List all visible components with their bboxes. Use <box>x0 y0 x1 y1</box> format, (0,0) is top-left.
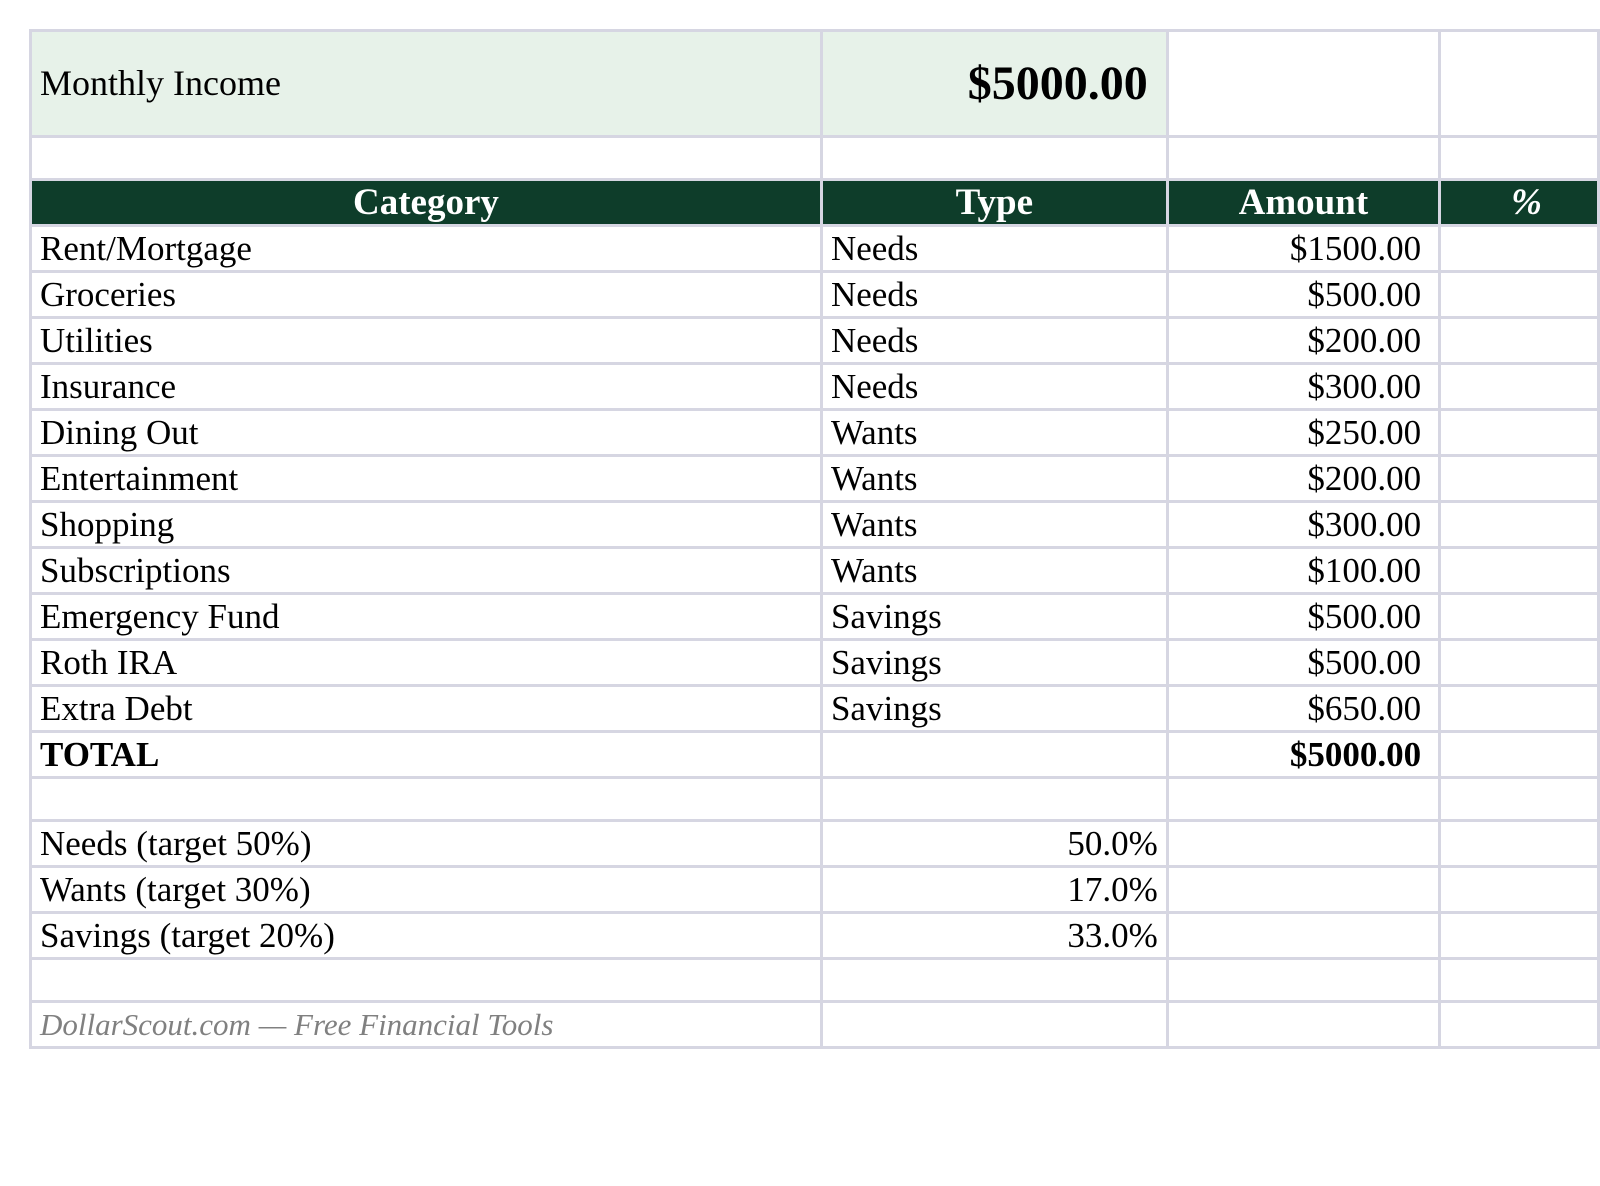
empty-cell[interactable] <box>1440 31 1599 137</box>
category-cell[interactable]: Entertainment <box>31 456 822 502</box>
empty-cell[interactable] <box>821 959 1167 1002</box>
percent-cell[interactable] <box>1440 318 1599 364</box>
type-cell[interactable]: Wants <box>821 548 1167 594</box>
empty-cell[interactable] <box>821 778 1167 821</box>
total-amount[interactable]: $5000.00 <box>1167 732 1439 778</box>
empty-cell[interactable] <box>821 137 1167 180</box>
table-row <box>31 502 1599 548</box>
empty-cell[interactable] <box>1167 137 1439 180</box>
empty-cell[interactable] <box>1167 778 1439 821</box>
amount-cell[interactable]: $500.00 <box>1167 272 1439 318</box>
empty-cell[interactable] <box>821 732 1167 778</box>
amount-cell[interactable]: $650.00 <box>1167 686 1439 732</box>
spacer-row <box>31 778 1599 821</box>
category-header[interactable]: Category <box>31 180 822 226</box>
empty-cell[interactable] <box>1167 913 1439 959</box>
column-header-row <box>31 180 1599 226</box>
percent-cell[interactable] <box>1440 272 1599 318</box>
category-cell[interactable]: Rent/Mortgage <box>31 226 822 272</box>
empty-cell[interactable] <box>1167 959 1439 1002</box>
percent-cell[interactable] <box>1440 502 1599 548</box>
table-row <box>31 456 1599 502</box>
category-cell[interactable]: Emergency Fund <box>31 594 822 640</box>
total-row <box>31 732 1599 778</box>
table-row <box>31 548 1599 594</box>
percent-header[interactable]: % <box>1440 180 1599 226</box>
footer-row <box>31 1002 1599 1048</box>
income-row <box>31 31 1599 137</box>
empty-cell[interactable] <box>1167 821 1439 867</box>
empty-cell[interactable] <box>1167 1002 1439 1048</box>
amount-cell[interactable]: $500.00 <box>1167 640 1439 686</box>
table-row <box>31 318 1599 364</box>
empty-cell[interactable] <box>821 1002 1167 1048</box>
empty-cell[interactable] <box>31 959 822 1002</box>
amount-cell[interactable]: $1500.00 <box>1167 226 1439 272</box>
percent-cell[interactable] <box>1440 548 1599 594</box>
type-cell[interactable]: Wants <box>821 502 1167 548</box>
percent-cell[interactable] <box>1440 594 1599 640</box>
empty-cell[interactable] <box>1440 1002 1599 1048</box>
summary-row <box>31 867 1599 913</box>
table-row <box>31 640 1599 686</box>
table-row <box>31 226 1599 272</box>
type-cell[interactable]: Wants <box>821 410 1167 456</box>
category-cell[interactable]: Extra Debt <box>31 686 822 732</box>
summary-label[interactable]: Savings (target 20%) <box>31 913 822 959</box>
spacer-row <box>31 137 1599 180</box>
amount-cell[interactable]: $200.00 <box>1167 318 1439 364</box>
summary-row <box>31 913 1599 959</box>
budget-sheet <box>29 29 1600 1049</box>
percent-cell[interactable] <box>1440 686 1599 732</box>
type-cell[interactable]: Savings <box>821 640 1167 686</box>
type-header[interactable]: Type <box>821 180 1167 226</box>
empty-cell[interactable] <box>1440 913 1599 959</box>
percent-cell[interactable] <box>1440 226 1599 272</box>
percent-cell[interactable] <box>1440 640 1599 686</box>
summary-label[interactable]: Needs (target 50%) <box>31 821 822 867</box>
summary-value[interactable]: 50.0% <box>821 821 1167 867</box>
type-cell[interactable]: Needs <box>821 226 1167 272</box>
empty-cell[interactable] <box>1167 31 1439 137</box>
summary-label[interactable]: Wants (target 30%) <box>31 867 822 913</box>
amount-cell[interactable]: $200.00 <box>1167 456 1439 502</box>
table-row <box>31 410 1599 456</box>
category-cell[interactable]: Dining Out <box>31 410 822 456</box>
category-cell[interactable]: Utilities <box>31 318 822 364</box>
percent-cell[interactable] <box>1440 410 1599 456</box>
empty-cell[interactable] <box>1440 778 1599 821</box>
summary-value[interactable]: 33.0% <box>821 913 1167 959</box>
table-row <box>31 686 1599 732</box>
category-cell[interactable]: Subscriptions <box>31 548 822 594</box>
spacer-row <box>31 959 1599 1002</box>
amount-cell[interactable]: $300.00 <box>1167 502 1439 548</box>
table-row <box>31 364 1599 410</box>
type-cell[interactable]: Needs <box>821 318 1167 364</box>
category-cell[interactable]: Groceries <box>31 272 822 318</box>
type-cell[interactable]: Savings <box>821 686 1167 732</box>
summary-value[interactable]: 17.0% <box>821 867 1167 913</box>
total-label[interactable]: TOTAL <box>31 732 822 778</box>
empty-cell[interactable] <box>1440 137 1599 180</box>
empty-cell[interactable] <box>31 778 822 821</box>
empty-cell[interactable] <box>1440 732 1599 778</box>
summary-row <box>31 821 1599 867</box>
table-row <box>31 594 1599 640</box>
empty-cell[interactable] <box>31 137 822 180</box>
income-value[interactable]: $5000.00 <box>821 31 1167 137</box>
amount-cell[interactable]: $500.00 <box>1167 594 1439 640</box>
empty-cell[interactable] <box>1167 867 1439 913</box>
category-cell[interactable]: Roth IRA <box>31 640 822 686</box>
income-label[interactable]: Monthly Income <box>31 31 822 137</box>
footer-credit[interactable]: DollarScout.com — Free Financial Tools <box>31 1002 822 1048</box>
empty-cell[interactable] <box>1440 959 1599 1002</box>
empty-cell[interactable] <box>1440 821 1599 867</box>
type-cell[interactable]: Needs <box>821 272 1167 318</box>
empty-cell[interactable] <box>1440 867 1599 913</box>
category-cell[interactable]: Insurance <box>31 364 822 410</box>
type-cell[interactable]: Wants <box>821 456 1167 502</box>
amount-cell[interactable]: $300.00 <box>1167 364 1439 410</box>
category-cell[interactable]: Shopping <box>31 502 822 548</box>
type-cell[interactable]: Needs <box>821 364 1167 410</box>
percent-cell[interactable] <box>1440 364 1599 410</box>
table-row <box>31 272 1599 318</box>
amount-cell[interactable]: $250.00 <box>1167 410 1439 456</box>
percent-cell[interactable] <box>1440 456 1599 502</box>
amount-cell[interactable]: $100.00 <box>1167 548 1439 594</box>
type-cell[interactable]: Savings <box>821 594 1167 640</box>
amount-header[interactable]: Amount <box>1167 180 1439 226</box>
